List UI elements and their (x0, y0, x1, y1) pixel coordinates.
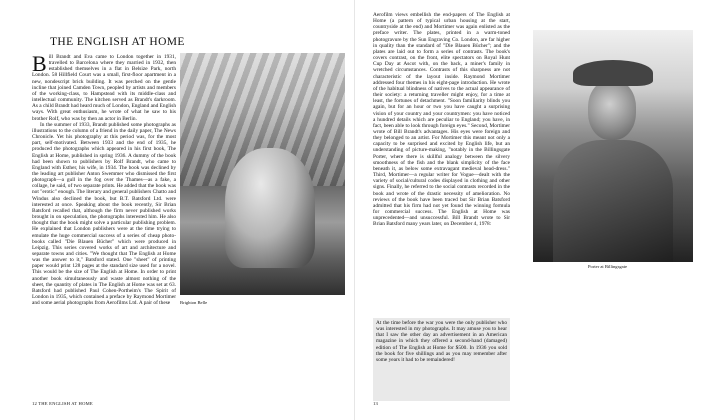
paragraph: Aerofilm views embellish the end-papers of The English at Home (a pattern of typical urban housing at the start, countryside at the end) and Mortimer was again enlisted as the preface writer. The plates, printed in a warm-toned photogravure by the Sun Engraving Co. London, are far higher in quality than the standard of "Die Blauen Bücher"; and the plates are laid out to form a series of contrasts. The book's covers contrast, on the front, elite spectators on Royal Hunt Cup Day at Ascot with, on the back, a miner's family in wretched circumstances. Contrasts of this sharpness are not characteristic of the layout inside. Raymond Mortimer addressed four themes in his eight-page introduction. He wrote of the habitual blindness of natives to the actual appearance of their society: a returning traveller might enjoy, for a time at least, the fortunes of detachment. "Soon familiarity blinds you again, but for an hour or two you have caught a surprising vision of your country and your countrymen: you have noticed a hundred details which are peculiar to England; you have, in fact, been able to look through foreign eyes." Second, Mortimer wrote of Bill Brandt's advantages. His eyes were foreign and they belonged to an artist. For Mortimer this meant not only a capacity to be surprised and excited by English life, but an understanding of picture-making, "notably in the Billingsgate Porter, where there is skillful analogy between the silvery smoothness of the fish and the blank simplicity of the face beneath it, as below some extravagant medieval head-dress." Third, Mortimer—a regular writer for Vogue—dealt with the variety of social/cultural codes displayed in clothing and other signs. Finally, he referred to the social contrasts recorded in the book and wrote of the drastic necessity of amelioration. No reviews of the book have been traced but Sir Brian Batsford admitted that his firm had not yet found the winning formula for commercial success. The English at Home was unprecedented—and unsuccessful. Bill Brandt wrote to Sir Brian Batsford many years later, on December 4, 1978: (373, 12, 510, 228)
photo-caption: Porter at Billingsgate (588, 264, 628, 269)
paragraph: In the summer of 1933, Brandt published some photographs as illustrations to the column of a friend in the daily paper, The News Chronicle. Yet his photography at this period was, for the most part, self-motivated. Between 1933 and the end of 1935, he produced the photographs which appeared in his first book, The English at Home, published in spring 1936. A dummy of the book had been shown to publishers by Rolf Brandt, who came to England with Esther, his wife, in 1934. The book was declined by the leading art publisher Anton Swemmer who dismissed the first photograph—a gull in the fog over the Thames—as a fake, a collage, he said, of two separate prints. He added that the book was not "erotic" enough. The literary and general publishers Chatto and Windus also declined the book, but B.T. Batsford Ltd. were interested at once. Speaking about the book recently, Sir Brian Batsford recalled that, although the firm never published works brought in on speculation, the photographs interested him. He also thought that the book might solve a particular publishing problem. He explained that London publishers were at the time trying to emulate the huge commercial success of a series of cheap photo-books called "Die Blauen Bücher" which were produced in Leipzig. This series covered works of art and architecture and separate towns and cities. "We thought that The English at Home was the answer to it," Batsford stated. One "sheet" of printing paper would print 128 pages at the standard size used for a novel. This would be the size of The English at Home. In order to print another book simultaneously and waste almost nothing of the sheet, the quantity of plates in The English at Home was set at 63. Batsford had published Paul Cohen-Portheim's The Spirit of London in 1935, which contained a preface by Raymond Mortimer and some aerial photographs from Aerofilms Ltd. A pair of these (32, 121, 176, 307)
dropcap: B (32, 54, 47, 76)
paragraph (32, 54, 176, 122)
photo-caption: Brighton Belle (180, 300, 208, 305)
photo-face (588, 80, 636, 140)
left-text-column (32, 54, 176, 400)
brighton-belle-photo (180, 53, 345, 295)
quote-text: At the time before the war you were the only publisher who was interested in my photographs. It may amuse you to hear that I saw the other day an advertisement in an American magazine in which they offered a second-hand (damaged) edition of The English at Home for $500. In 1936 you sold the book for five shillings and as you may remember after some years it had to be remaindered! (376, 320, 507, 363)
page-folio: 12 THE ENGLISH AT HOME (32, 401, 93, 406)
paragraph-text: ill Brandt and Eva came to London together in 1931, travelled to Barcelona where they married in 1932, then established themselves in a flat in Belsize Park, north London. 58 Hillfield Court was a small, first-floor apartment in a new, nondescript brick building. It was perched on the gentle incline that joined Camden Town, peopled by artists and members of the working-class, to Hampstead with its middle-class and intellectual community. The kitchen served as Brandt's darkroom. As a child Brandt had heard much of London, England and English ways. With great enthusiasm, he wrote of what he saw to his brother Rolf, who was by then an actor in Berlin. (32, 54, 176, 122)
photo-coat (553, 140, 673, 262)
photo-figure (225, 148, 315, 268)
right-page (355, 0, 710, 420)
right-text-column (373, 12, 510, 312)
quote-box (373, 318, 510, 401)
billingsgate-porter-photo (533, 30, 693, 262)
page-folio: 13 (373, 401, 378, 406)
photo-hat (573, 60, 653, 86)
page-title: THE ENGLISH AT HOME (50, 36, 185, 48)
